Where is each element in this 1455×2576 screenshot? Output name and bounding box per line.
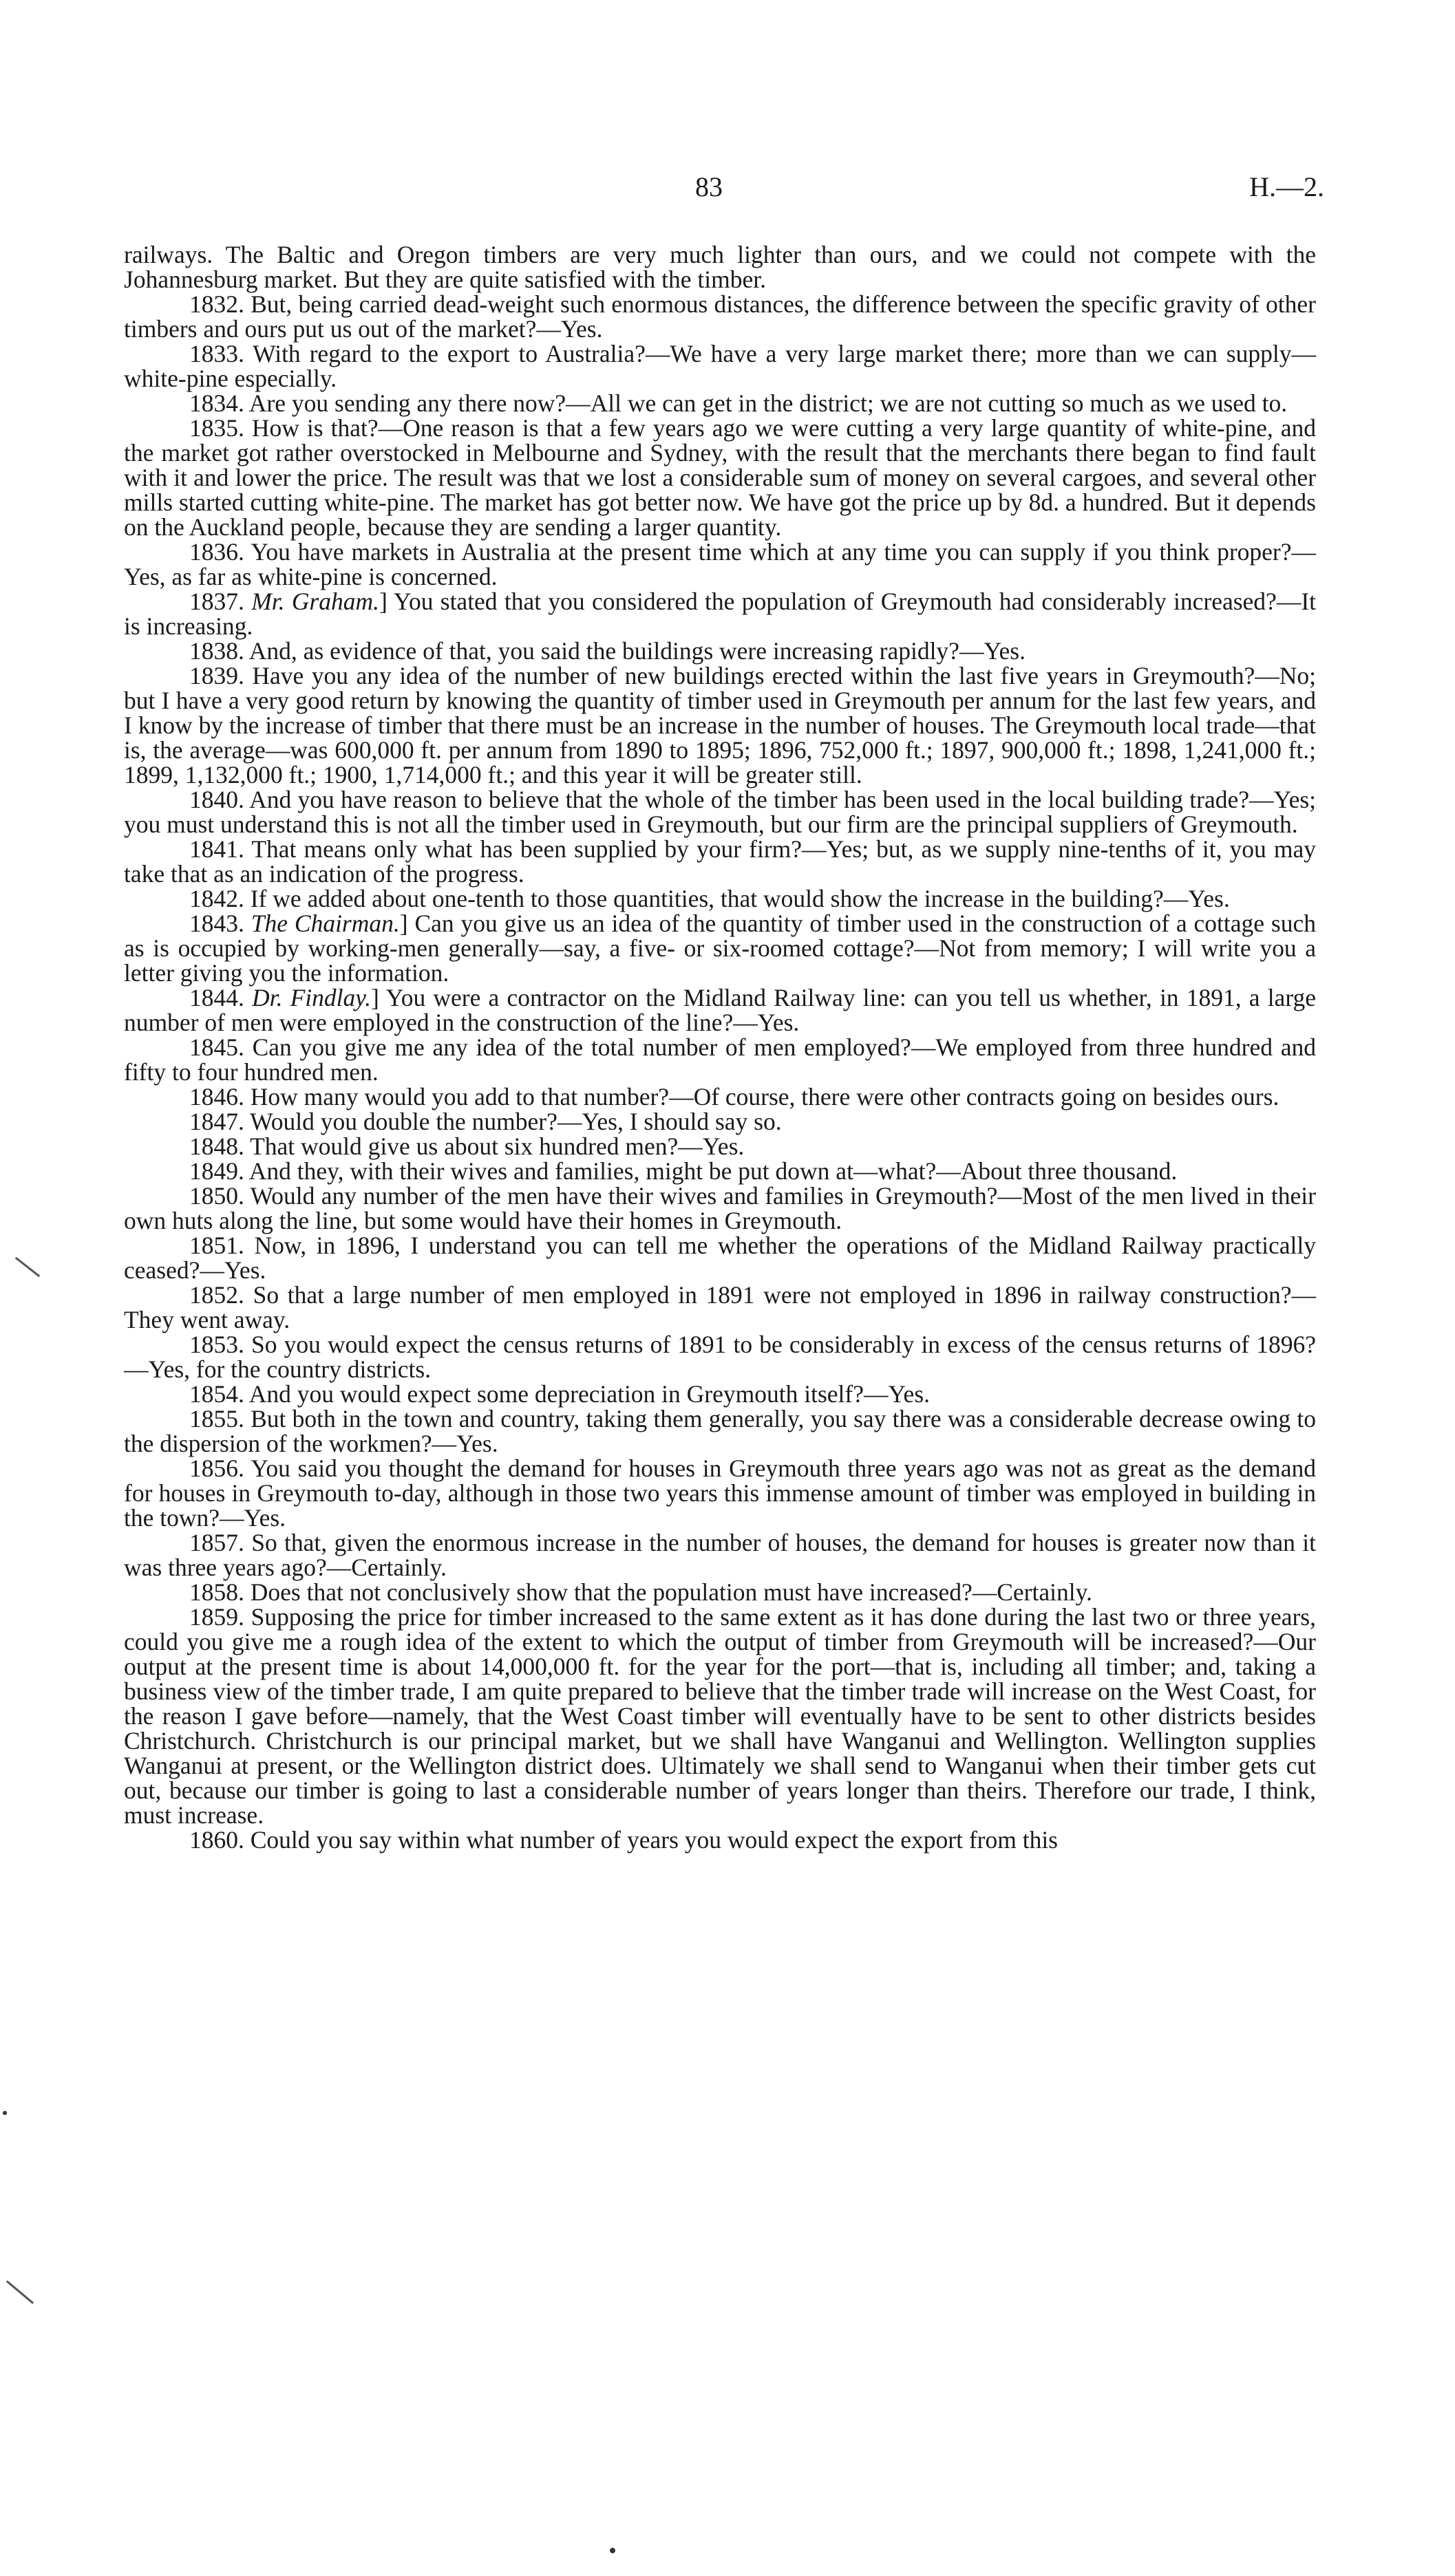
margin-scratch-mark: [15, 1257, 41, 1277]
paragraph: 1853. So you would expect the census returns of 1891 to be considerably in excess of the census returns of 1896?—Yes, for the country districts.: [124, 1331, 1316, 1383]
paragraph: 1833. With regard to the export to Australia?—We have a very large market there; more than we can supply—white-pine especially.: [124, 340, 1316, 392]
document-reference: H.—2.: [1249, 171, 1324, 202]
paragraph: 1852. So that a large number of men employed in 1891 were not employed in 1896 in railway construction?—They went away.: [124, 1281, 1316, 1333]
margin-scratch-mark: [6, 2280, 34, 2304]
evidence-text-body: [124, 242, 1316, 1852]
paragraph: 1850. Would any number of the men have their wives and families in Greymouth?—Most of the men lived in their own huts along the line, but some would have their homes in Greymouth.: [124, 1182, 1316, 1234]
paragraph: 1840. And you have reason to believe that the whole of the timber has been used in the local building trade?—Yes; you must understand this is not all the timber used in Greymouth, but our firm are the principal suppliers of Greymouth.: [124, 786, 1316, 838]
paragraph: 1849. And they, with their wives and families, might be put down at—what?—About three thousand.: [189, 1157, 1178, 1185]
paragraph: 1837. Mr. Graham.] You stated that you considered the population of Greymouth had considerably increased?—It is increasing.: [124, 588, 1317, 640]
paragraph: 1842. If we added about one-tenth to those quantities, that would show the increase in the building?—Yes.: [189, 885, 1230, 912]
paragraph: 1846. How many would you add to that number?—Of course, there were other contracts going on besides ours.: [189, 1083, 1279, 1110]
paragraph: 1851. Now, in 1896, I understand you can tell me whether the operations of the Midland Railway practically ceased?—Yes.: [124, 1232, 1316, 1284]
paragraph: 1859. Supposing the price for timber increased to the same extent as it has done during the last two or three years, could you give me a rough idea of the extent to which the output of timber from Greymouth will be increased?—Our output at the present time is about 14,000,000 ft. for the year for the port—that is, including all timber; and, taking a business view of the timber trade, I am quite prepared to believe that the timber trade will increase on the West Coast, for the reason I gave before—namely, that the West Coast timber will eventually have to be sent to other districts besides Christchurch. Christchurch is our principal market, but we shall have Wanganui and Wellington. Wellington supplies Wanganui at present, or the Wellington district does. Ultimately we shall send to Wanganui when their timber gets cut out, because our timber is going to last a considerable number of years longer than theirs. Therefore our trade, I think, must increase.: [124, 1603, 1316, 1829]
speaker-name: The Chairman.: [251, 910, 400, 937]
page-number: 83: [695, 171, 723, 202]
paragraph: 1834. Are you sending any there now?—All we can get in the district; we are not cutting so much as we used to.: [189, 389, 1288, 417]
paragraph: 1836. You have markets in Australia at the present time which at any time you can supply if you think proper?—Yes, as far as white-pine is concerned.: [124, 538, 1316, 590]
ink-dot-mark: [610, 2548, 615, 2553]
paragraph: 1839. Have you any idea of the number of new buildings erected within the last five years in Greymouth?—No; but I have a very good return by knowing the quantity of timber used in Greymouth per annum for the last few years, and I know by the increase of timber that there must be an increase in the number of houses. The Greymouth local trade—that is, the average—was 600,000 ft. per annum from 1890 to 1895; 1896, 752,000 ft.; 1897, 900,000 ft.; 1898, 1,241,000 ft.; 1899, 1,132,000 ft.; 1900, 1,714,000 ft.; and this year it will be greater still.: [124, 662, 1316, 788]
paragraph: 1856. You said you thought the demand for houses in Greymouth three years ago was not as great as the demand for houses in Greymouth to-day, although in those two years this immense amount of timber was employed in building in the town?—Yes.: [124, 1455, 1316, 1532]
paragraph: 1847. Would you double the number?—Yes, I should say so.: [189, 1108, 782, 1135]
paragraph: 1838. And, as evidence of that, you said the buildings were increasing rapidly?—Yes.: [189, 637, 1026, 665]
paragraph: 1855. But both in the town and country, taking them generally, you say there was a considerable decrease owing to the dispersion of the workmen?—Yes.: [124, 1405, 1316, 1457]
paragraph: 1845. Can you give me any idea of the total number of men employed?—We employed from three hundred and fifty to four hundred men.: [124, 1033, 1316, 1086]
speaker-name: Mr. Graham.: [251, 588, 380, 615]
paragraph: 1832. But, being carried dead-weight such enormous distances, the difference between the specific gravity of other timbers and ours put us out of the market?—Yes.: [124, 290, 1316, 343]
ink-dot-mark: [3, 2111, 7, 2115]
paragraph: 1843. The Chairman.] Can you give us an idea of the quantity of timber used in the construction of a cottage such as is occupied by working-men generally—say, a five- or six-roomed cottage?—Not from memory; I will write you a letter giving you the information.: [124, 910, 1317, 987]
paragraph: 1844. Dr. Findlay.] You were a contractor on the Midland Railway line: can you tell us whether, in 1891, a large number of men were employed in the construction of the line?—Yes.: [124, 984, 1316, 1036]
paragraph: 1854. And you would expect some depreciation in Greymouth itself?—Yes.: [189, 1380, 931, 1408]
paragraph: railways. The Baltic and Oregon timbers are very much lighter than ours, and we could not compete with the Johannesburg market. But they are quite satisfied with the timber.: [124, 241, 1316, 293]
speaker-name: Dr. Findlay.: [252, 984, 371, 1011]
paragraph: 1857. So that, given the enormous increase in the number of houses, the demand for houses is greater now than it was three years ago?—Certainly.: [124, 1529, 1316, 1581]
paragraph: 1848. That would give us about six hundred men?—Yes.: [189, 1133, 745, 1160]
paragraph: 1858. Does that not conclusively show that the population must have increased?—Certainly.: [189, 1578, 1092, 1606]
paragraph: 1841. That means only what has been supplied by your firm?—Yes; but, as we supply nine-tenths of it, you may take that as an indication of the progress.: [124, 835, 1316, 888]
paragraph: 1835. How is that?—One reason is that a few years ago we were cutting a very large quantity of white-pine, and the market got rather overstocked in Melbourne and Sydney, with the result that the merchants there began to find fault with it and lower the price. The result was that we lost a considerable sum of money on several cargoes, and several other mills started cutting white-pine. The market has got better now. We have got the price up by 8d. a hundred. But it depends on the Auckland people, because they are sending a larger quantity.: [124, 414, 1316, 541]
paragraph: 1860. Could you say within what number of years you would expect the export from this: [189, 1826, 1059, 1854]
